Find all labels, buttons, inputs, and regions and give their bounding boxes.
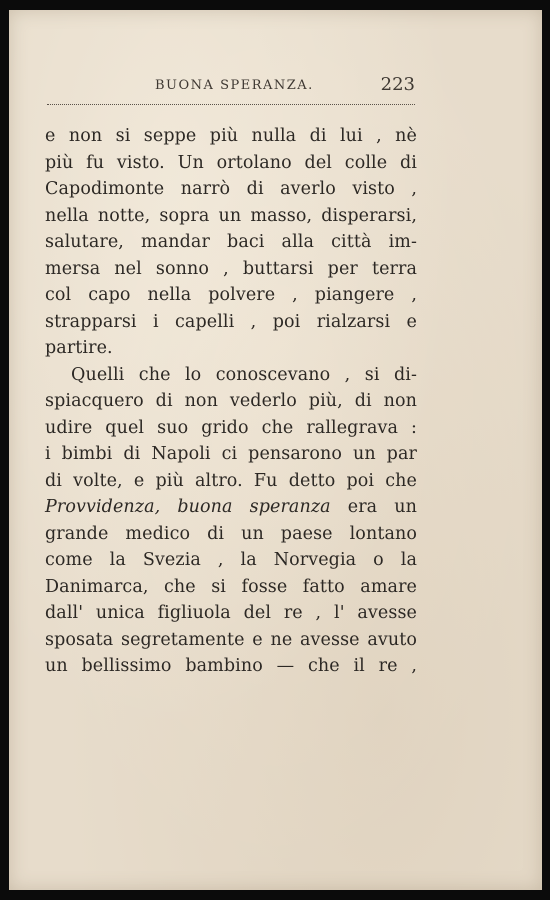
text-line: udire quel suo grido che rallegrava : — [45, 417, 417, 438]
text-line: Capodimonte narrò di averlo visto , — [45, 179, 417, 199]
line-continuation: era un — [330, 497, 417, 517]
text-line: spiacquero di non vederlo più, di non — [45, 391, 417, 411]
paragraph-2 — [45, 362, 417, 680]
text-line: Quelli che lo conoscevano , si di- — [71, 364, 417, 385]
text-line: salutare, mandar baci alla città im- — [45, 232, 417, 252]
text-line: dall' unica figliuola del re , l' avesse — [45, 603, 417, 623]
text-line: partire. — [45, 338, 113, 358]
text-line: mersa nel sonno , buttarsi per terra — [45, 258, 417, 279]
text-line — [45, 494, 417, 521]
text-line: i bimbi di Napoli ci pensarono un par — [45, 444, 417, 464]
text-line: più fu visto. Un ortolano del colle di — [45, 152, 417, 173]
text-line: di volte, e più altro. Fu detto poi che — [45, 470, 417, 491]
running-header — [45, 76, 415, 98]
text-line: un bellissimo bambino — che il re , — [45, 656, 417, 676]
text-line: Danimarca, che si fosse fatto amare — [45, 576, 417, 597]
header-rule — [47, 104, 415, 105]
italic-phrase: Provvidenza, buona speranza — [45, 497, 331, 517]
body-text — [45, 123, 417, 680]
text-line: come la Svezia , la Norvegia o la — [45, 550, 417, 570]
text-line: grande medico di un paese lontano — [45, 523, 417, 544]
text-line: e non si seppe più nulla di lui , nè — [45, 126, 417, 146]
text-line: nella notte, sopra un masso, disperarsi, — [45, 205, 417, 226]
text-line: sposata segretamente e ne avesse avuto — [45, 629, 417, 650]
paragraph-1 — [45, 123, 417, 362]
text-line: strapparsi i capelli , poi rialzarsi e — [45, 311, 417, 332]
text-line: col capo nella polvere , piangere , — [45, 285, 417, 305]
running-head-title: BUONA SPERANZA. — [155, 78, 314, 93]
book-page — [9, 10, 542, 890]
page-number: 223 — [380, 74, 415, 95]
